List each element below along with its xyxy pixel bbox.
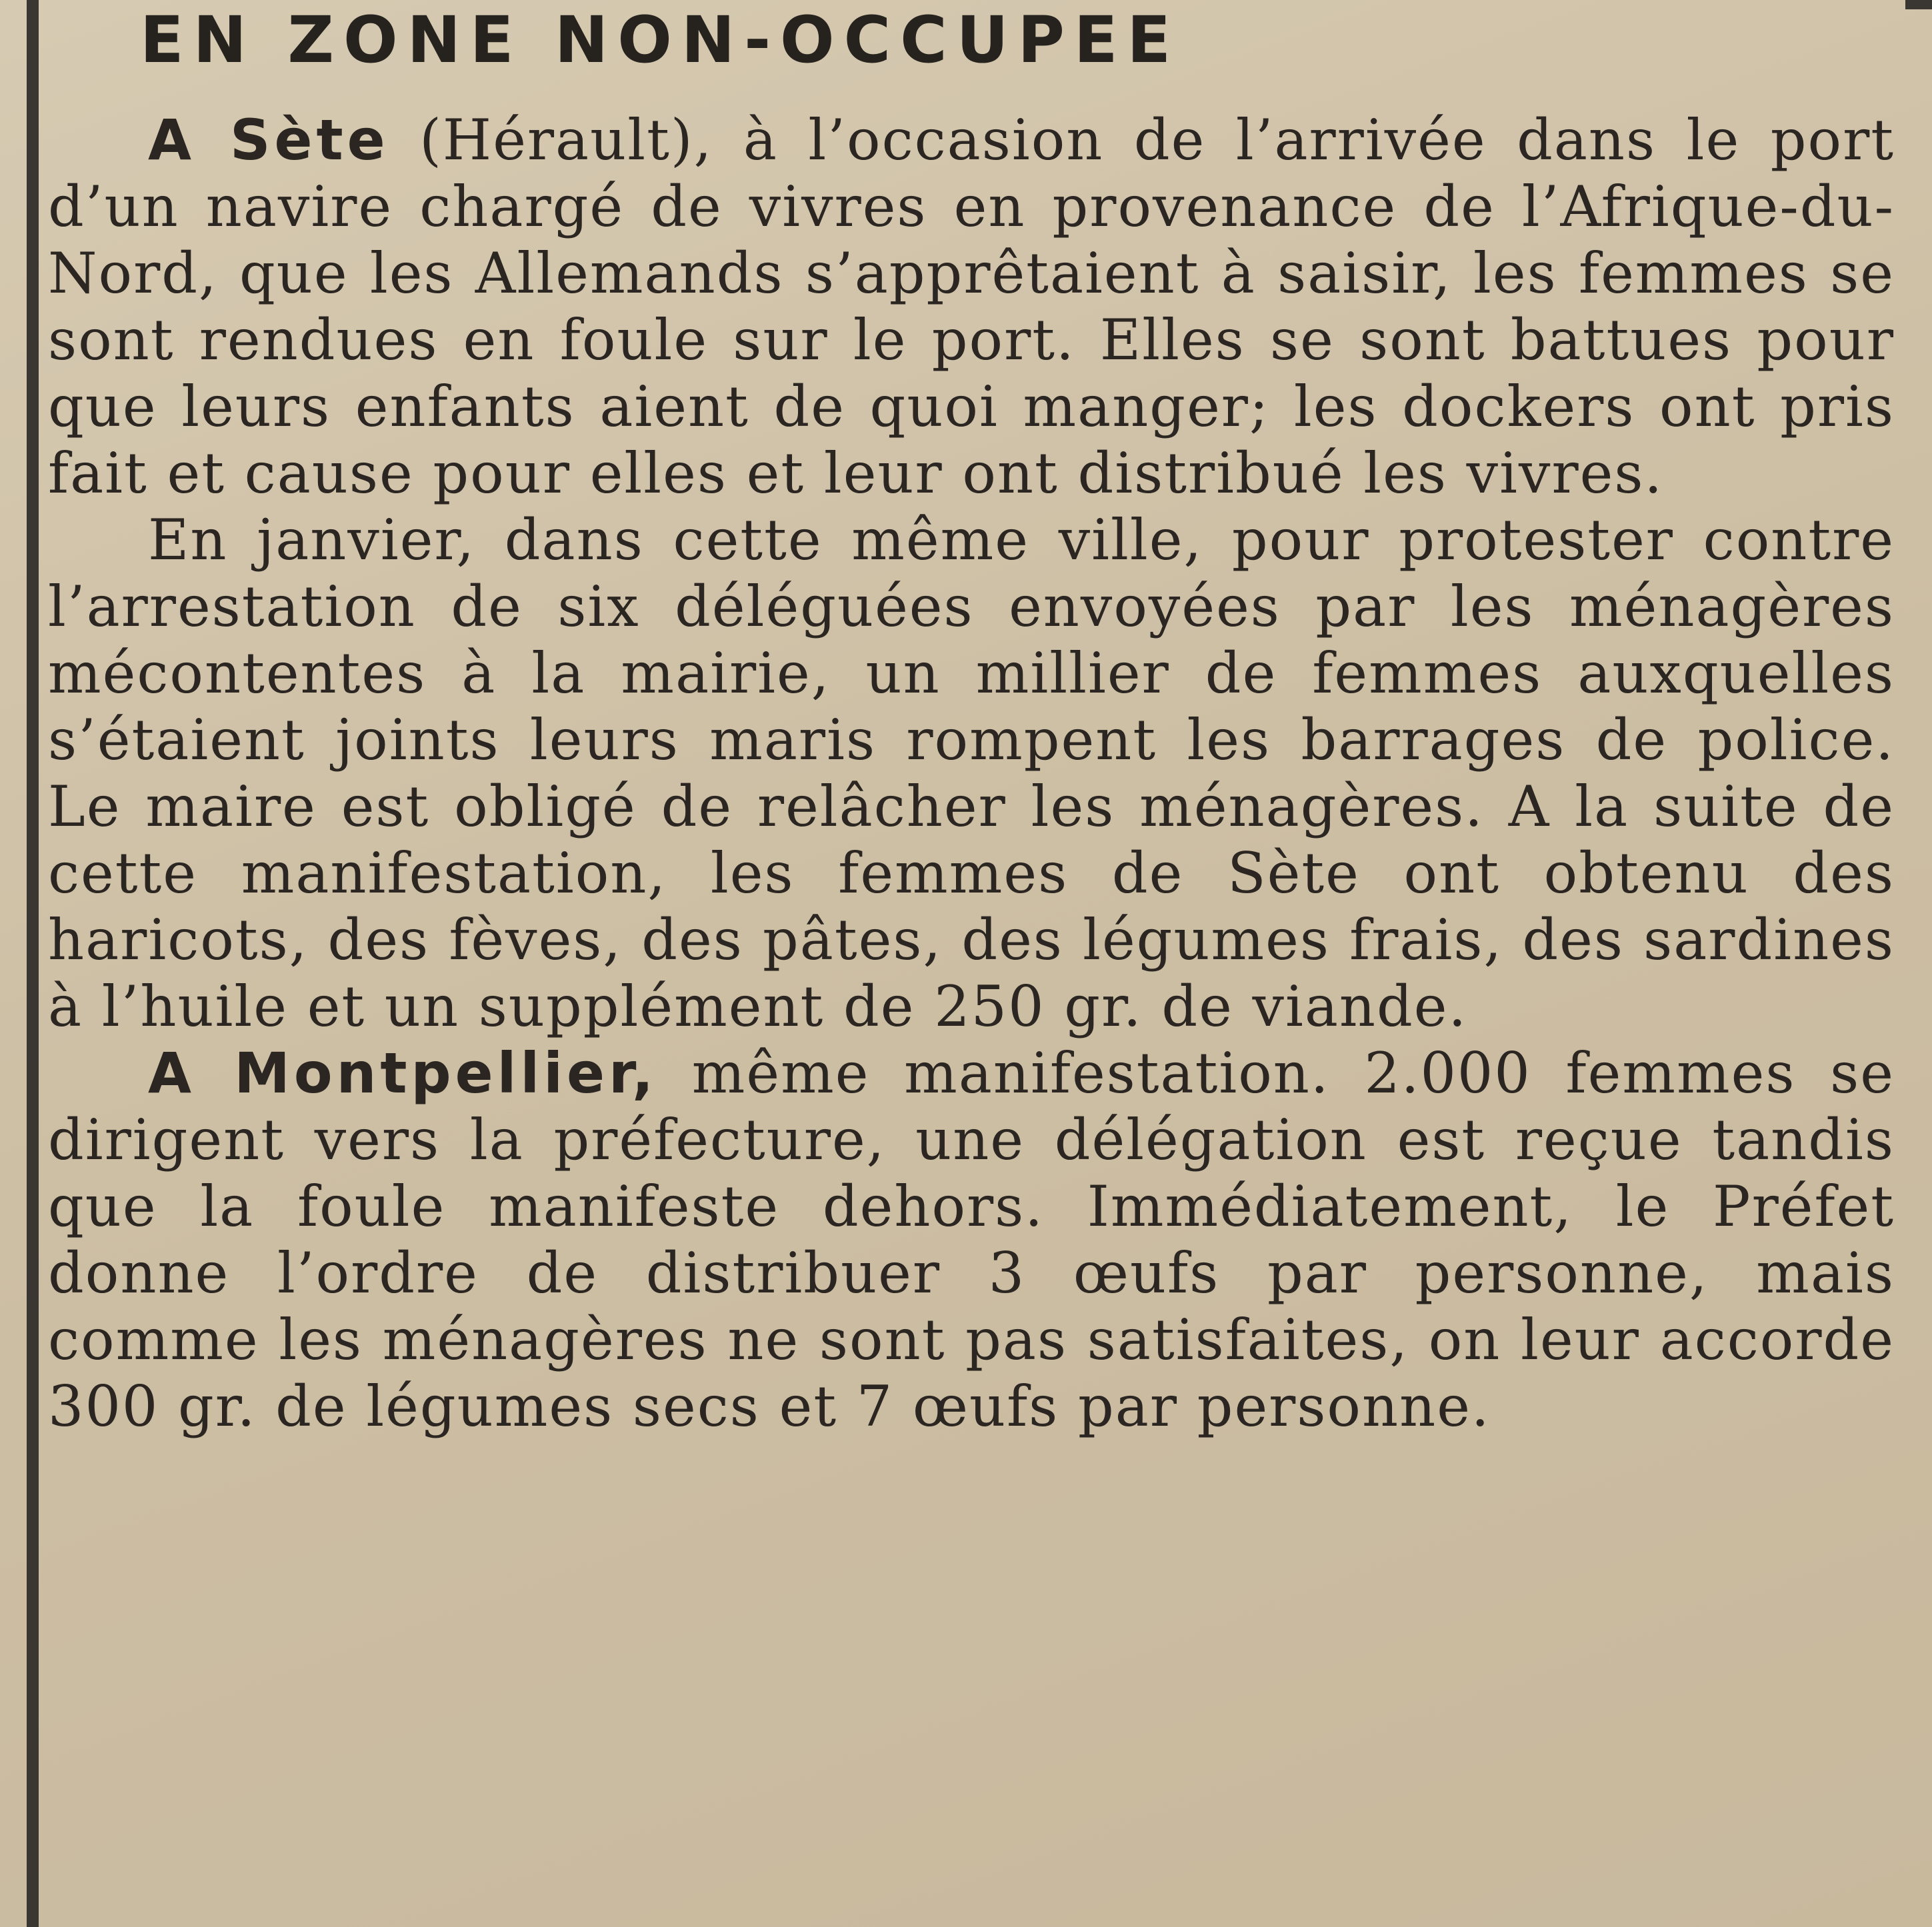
paragraph-lead: A Sète (148, 107, 389, 173)
headline: EN ZONE NON-OCCUPEE (140, 3, 1181, 77)
paragraph-lead: A Montpellier, (148, 1040, 657, 1106)
paragraph-montpellier (48, 1040, 1895, 1440)
paragraph-sete (48, 107, 1895, 507)
paragraph-text: En janvier, dans cette même ville, pour protester contre l’arrestation de six déléguées envoyées par les ménagères mécontentes à la mairie, un millier de femmes auxquelles s’étaient joints leurs maris rompent les barrages de police. Le maire est obligé de relâcher les ménagères. A la suite de cette manifestation, les femmes de Sète ont obtenu des haricots, des fèves, des pâtes, des légumes frais, des sardines à l’huile et un supplément de 250 gr. de viande. (48, 507, 1895, 1039)
paragraph-janvier (48, 507, 1895, 1040)
corner-rule (1905, 0, 1932, 9)
article-body (48, 107, 1895, 1906)
paragraph-text: (Hérault), à l’occasion de l’arrivée dans le port d’un navire chargé de vivres en provenance de l’Afrique-du-Nord, que les Allemands s’apprêtaient à saisir, les femmes se sont rendues en foule sur le port. Elles se sont battues pour que leurs enfants aient de quoi manger; les dockers ont pris fait et cause pour elles et leur ont distribué les vivres. (48, 107, 1895, 506)
paragraph-text: même manifestation. 2.000 femmes se dirigent vers la préfecture, une délégation est reçue tandis que la foule manifeste dehors. Immédiatement, le Préfet donne l’ordre de distribuer 3 œufs par personne, mais comme les ménagères ne sont pas satisfaites, on leur accorde 300 gr. de légumes secs et 7 œufs par personne. (48, 1040, 1895, 1439)
column-rule (27, 0, 39, 1927)
